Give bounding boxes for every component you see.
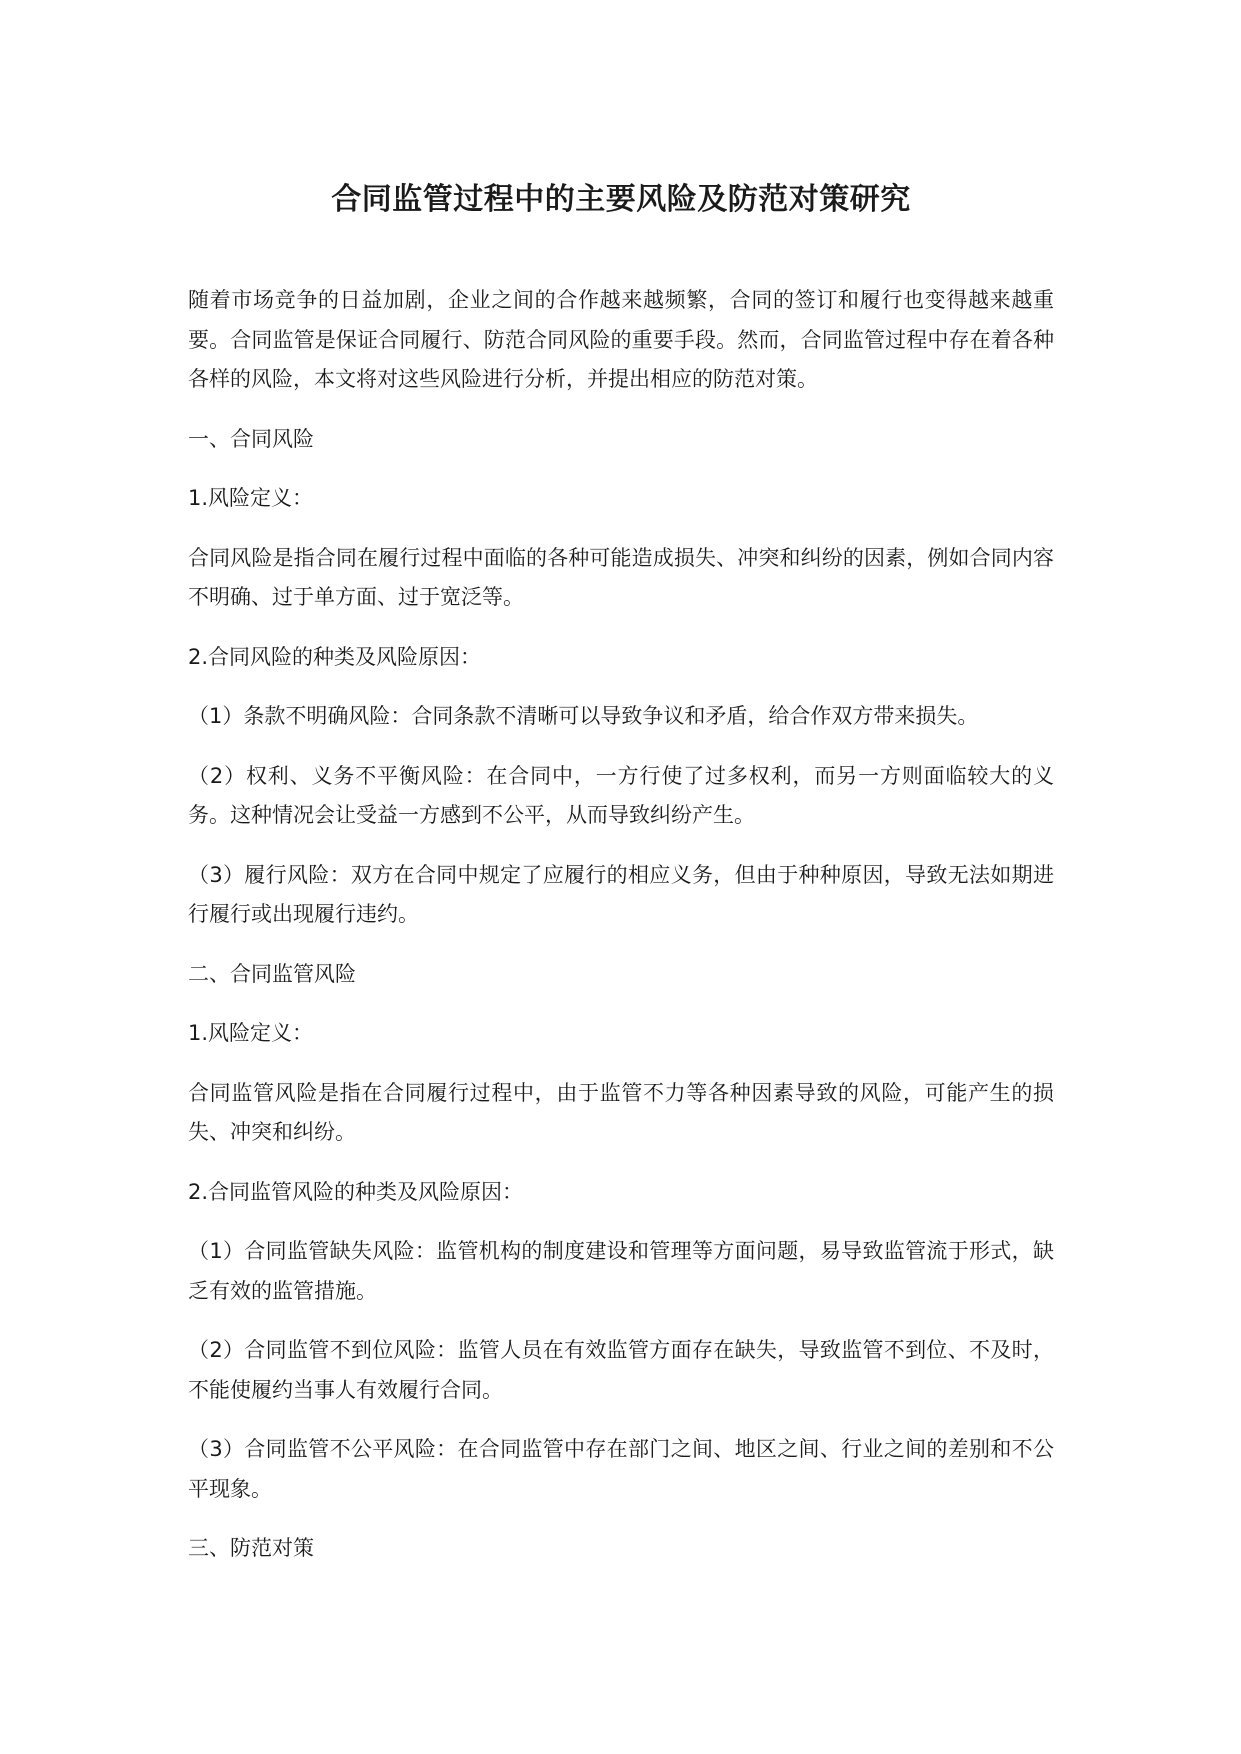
section-1-item-1: （1）条款不明确风险：合同条款不清晰可以导致争议和矛盾，给合作双方带来损失。 xyxy=(188,704,979,728)
document-title: 合同监管过程中的主要风险及防范对策研究 xyxy=(331,182,911,217)
section-2-heading: 二、合同监管风险 xyxy=(188,961,356,986)
section-1-sub1-heading: 1.风险定义： xyxy=(188,486,314,510)
section-1-item-3: （3）履行风险：双方在合同中规定了应履行的相应义务，但由于种种原因，导致无法如期进行履行或出现履行违约。 xyxy=(188,862,1054,926)
section-2-item-2: （2）合同监管不到位风险：监管人员在有效监管方面存在缺失，导致监管不到位、不及时，不能使履约当事人有效履行合同。 xyxy=(188,1338,1054,1402)
section-2-sub2-heading: 2.合同监管风险的种类及风险原因： xyxy=(188,1179,524,1204)
section-1-heading: 一、合同风险 xyxy=(188,426,314,451)
section-1-sub2-heading: 2.合同风险的种类及风险原因： xyxy=(188,644,482,669)
section-1-definition-paragraph: 合同风险是指合同在履行过程中面临的各种可能造成损失、冲突和纠纷的因素，例如合同内容不明确、过于单方面、过于宽泛等。 xyxy=(188,545,1054,609)
document-body xyxy=(188,281,1054,1589)
section-2-sub1-heading: 1.风险定义： xyxy=(188,1021,314,1045)
intro-paragraph: 随着市场竞争的日益加剧，企业之间的合作越来越频繁，合同的签订和履行也变得越来越重要。合同监管是保证合同履行、防范合同风险的重要手段。然而，合同监管过程中存在着各种各样的风险，本文将对这些风险进行分析，并提出相应的防范对策。 xyxy=(188,288,1054,391)
section-2-item-1: （1）合同监管缺失风险：监管机构的制度建设和管理等方面问题，易导致监管流于形式，缺乏有效的监管措施。 xyxy=(188,1239,1054,1303)
section-2-item-3: （3）合同监管不公平风险：在合同监管中存在部门之间、地区之间、行业之间的差别和不公平现象。 xyxy=(188,1437,1054,1501)
section-1-item-2: （2）权利、义务不平衡风险：在合同中，一方行使了过多权利，而另一方则面临较大的义务。这种情况会让受益一方感到不公平，从而导致纠纷产生。 xyxy=(188,763,1054,827)
section-2-definition-paragraph: 合同监管风险是指在合同履行过程中，由于监管不力等各种因素导致的风险，可能产生的损失、冲突和纠纷。 xyxy=(188,1080,1054,1144)
section-3-heading: 三、防范对策 xyxy=(188,1536,314,1560)
